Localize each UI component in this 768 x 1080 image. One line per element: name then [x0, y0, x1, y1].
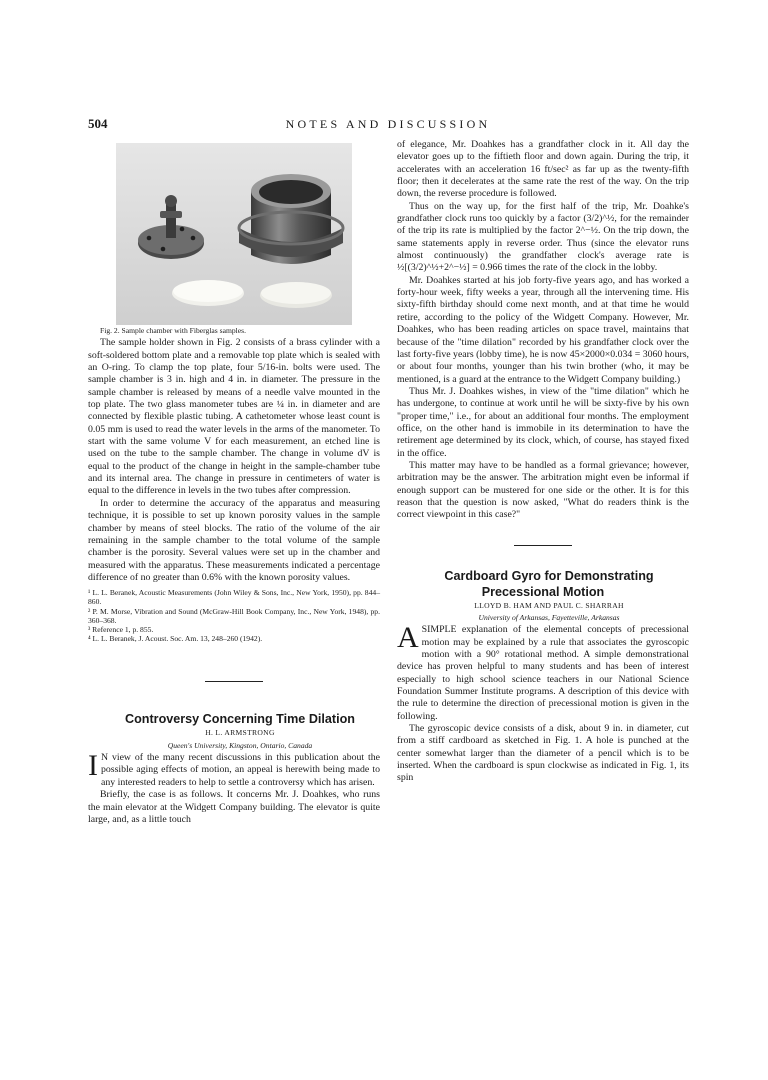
article-affiliation: University of Arkansas, Fayetteville, Arkansas — [478, 613, 620, 622]
section-divider — [514, 545, 572, 546]
drop-cap: A — [397, 621, 419, 655]
page-number: 504 — [88, 116, 108, 131]
doahkes-paragraph: Mr. Doahkes started at his job forty-five years ago, and has worked a forty-hour week, fifty weeks a year, through all the intervening time. His sixty-fifth birthday should come next month, and at that time he would retire, according to the policy of the Widgett Company. However, Mr. Doahkes, who has been reading articles on space travel, maintains that because of the "time dilation" recorded by his grandfather clock over the last forty-five years (lobby time), he is now 45×2000×0.034 = 3060 hours, or about four months, younger than his twin brother (who, it may be mentioned, is a guard at the entrance to the Widgett Company building.) — [397, 274, 689, 385]
footnote: ³ Reference 1, p. 855. — [88, 625, 154, 635]
running-title: NOTES AND DISCUSSION — [285, 117, 491, 131]
footnote: ² P. M. Morse, Vibration and Sound (McGraw-Hill Book Company, Inc., New York, 1948), pp. 360–368. — [88, 606, 380, 625]
article-title: Cardboard Gyro for Demonstrating Precessional Motion — [444, 568, 654, 599]
section-divider — [205, 681, 263, 682]
article-author: LLOYD B. HAM AND PAUL C. SHARRAH — [474, 600, 624, 610]
gyro-intro-paragraph: ASIMPLE explanation of the elemental concepts of precessional motion may be explained by a rule that associates the gyroscopic motion with a 90° rotational method. A simple demonstrational device has proven helpful to many students and has been of interest especially to high school science teachers in our National Science Foundation Summer Institute programs. A description of this device with the rule to determine the direction of precessional motion is given in the following. — [397, 621, 689, 722]
proper-time-paragraph: Thus Mr. J. Doahkes wishes, in view of the "time dilation" which he has undergone, to continue at work until he will be sixty-five by his own "proper time," i.e., for about an additional four months. The employment office, on the other hand is immobile in its determination to have the retirement age determined by its clock, which, of course, has stayed fixed in the office. — [397, 385, 689, 459]
intro-paragraph: I N view of the many recent discussions in this publication about the possible aging effects of motion, an appeal is herewith being made to any interested readers to help to settle a controversy which has arisen. — [88, 749, 380, 788]
page-header — [88, 116, 688, 132]
footnote: ¹ L. L. Beranek, Acoustic Measurements (John Wiley & Sons, Inc., New York, 1950), pp. 844–860. — [88, 588, 380, 607]
article-author: H. L. ARMSTRONG — [205, 728, 275, 738]
case-paragraph: Briefly, the case is as follows. It concerns Mr. J. Doahkes, who runs the main elevator at the Widgett Company building. The elevator is quite large, and, as a little touch — [88, 789, 380, 825]
footnote: ⁴ L. L. Beranek, J. Acoust. Soc. Am. 13, 248–260 (1942). — [88, 634, 263, 644]
figure-caption: Fig. 2. Sample chamber with Fiberglas samples. — [100, 326, 247, 335]
sample-holder-paragraph: The sample holder shown in Fig. 2 consists of a brass cylinder with a soft-soldered bottom plate and a removable top plate which is sealed with an O-ring. To clamp the top plate, four 5/16-in. bolts were used. The sample chamber is 3 in. high and 4 in. in diameter. The pressure in the sample chamber is released by means of a needle valve mounted in the top plate. The two glass manometer tubes are ¼ in. in diameter and are connected by flexible plastic tubing. A cathetometer whose least count is 0.05 mm is used to read the water levels in the arms of the manometer. To start with the same volume V for each measurement, an etched line is used on the tube to the sample chamber. The change in volume dV is equal to the product of the change in height in the sample-chamber tube and its internal area. The change in pressure in centimeters of water is equal to the difference in levels in the two tubes after compression. — [88, 337, 380, 497]
drop-cap: I — [88, 749, 98, 783]
case-paragraph-continued: of elegance, Mr. Doahkes has a grandfather clock in it. All day the elevator goes up to the fiftieth floor and down again. During the trip, it accelerates with an acceleration 16 ft/sec² as far up as the twenty-fifth floor; then it decelerates at the same rate the rest of the way. On the trip down, the reverse procedure is followed. — [397, 139, 689, 200]
article-affiliation: Queen's University, Kingston, Ontario, Canada — [167, 740, 313, 750]
gyro-device-paragraph: The gyroscopic device consists of a disk, about 9 in. in diameter, cut from a stiff cardboard as sketched in Fig. 1. A hole is punched at the center somewhat larger than the diameter of a pencil which is to be inserted. When the cardboard is spun clockwise as indicated in Fig. 1, its spin — [397, 723, 689, 784]
sample-chamber-photo — [116, 143, 352, 325]
accuracy-paragraph: In order to determine the accuracy of the apparatus and measuring technique, it is possible to set up known porosity values in the sample chamber by means of steel blocks. The ratio of the volume of the air remaining in the sample chamber to the total volume of the sample chamber is the porosity. Several values were set up in the chamber and measured with the apparatus. These measurements indicated a percentage difference of no greater than 0.6% with the known porosity values. — [88, 497, 380, 583]
grievance-paragraph: This matter may have to be handled as a formal grievance; however, arbitration may be the answer. The arbitration might even be informal if enough support can be mustered for one side or the other. It is for this reason that the question is now asked, "What do readers think is the correct viewpoint in this case?" — [397, 459, 689, 521]
footnotes — [88, 588, 380, 643]
right-column — [397, 139, 689, 785]
article-title: Controversy Concerning Time Dilation — [125, 712, 355, 727]
left-column — [88, 139, 380, 826]
clock-rate-paragraph: Thus on the way up, for the first half of the trip, Mr. Doahke's grandfather clock runs too quickly by a factor (3/2)^½, for the remainder of the trip its rate is multiplied by the factor 2^−½. On the trip down, the same statements apply in reverse order. Thus (since the elevator runs almost continuously) the grandfather clock's average rate is ½[(3/2)^½+2^−½] = 0.966 times the rate of the clock in the lobby. — [397, 200, 689, 274]
